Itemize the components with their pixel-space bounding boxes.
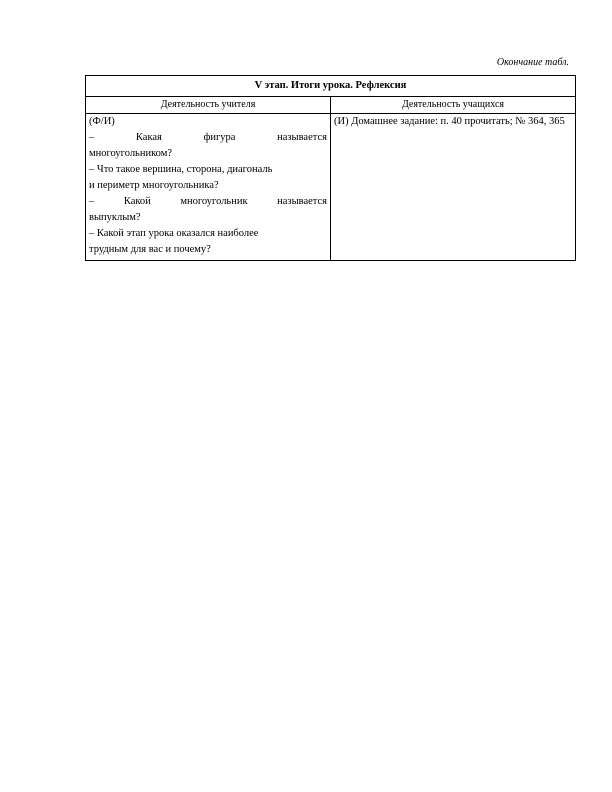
question-1-word: фигура xyxy=(203,132,236,143)
question-2-line-1 xyxy=(89,162,327,178)
teacher-work-mode: (Ф/И) xyxy=(89,116,115,127)
question-1-word: называется xyxy=(277,132,327,143)
homework-text: (И) Домашнее задание: п. 40 прочитать; № 364, 365 xyxy=(334,116,565,127)
question-4-text: – Какой этап урока оказался наиболее xyxy=(89,228,259,239)
question-1-word: Какая xyxy=(135,132,162,143)
question-3-word: Какой xyxy=(123,196,151,207)
question-3-word: многоугольник xyxy=(180,196,248,207)
lesson-stage-table xyxy=(85,75,576,261)
teacher-activity-cell xyxy=(86,114,331,261)
stage-title: V этап. Итоги урока. Рефлексия xyxy=(86,76,576,97)
student-activity-cell xyxy=(331,114,576,261)
question-1-word: – xyxy=(89,132,95,143)
question-3-word: называется xyxy=(277,196,327,207)
question-4-line-1 xyxy=(89,226,327,242)
question-2-line-2: и периметр многоугольника? xyxy=(89,180,219,191)
question-1-line-1 xyxy=(89,130,327,146)
question-3-word: – xyxy=(89,196,95,207)
activities-row xyxy=(86,114,576,261)
table-continuation-caption: Окончание табл. xyxy=(496,57,569,68)
student-activity-header: Деятельность учащихся xyxy=(331,97,576,114)
column-headers-row xyxy=(86,97,576,114)
question-1-line-2: многоугольником? xyxy=(89,148,173,159)
question-2-text: – Что такое вершина, сторона, диагональ xyxy=(89,164,273,175)
question-3-line-1 xyxy=(89,194,327,210)
stage-title-row xyxy=(86,76,576,97)
question-4-line-2: трудным для вас и почему? xyxy=(89,244,211,255)
teacher-activity-header: Деятельность учителя xyxy=(86,97,331,114)
question-3-line-2: выпуклым? xyxy=(89,212,141,223)
